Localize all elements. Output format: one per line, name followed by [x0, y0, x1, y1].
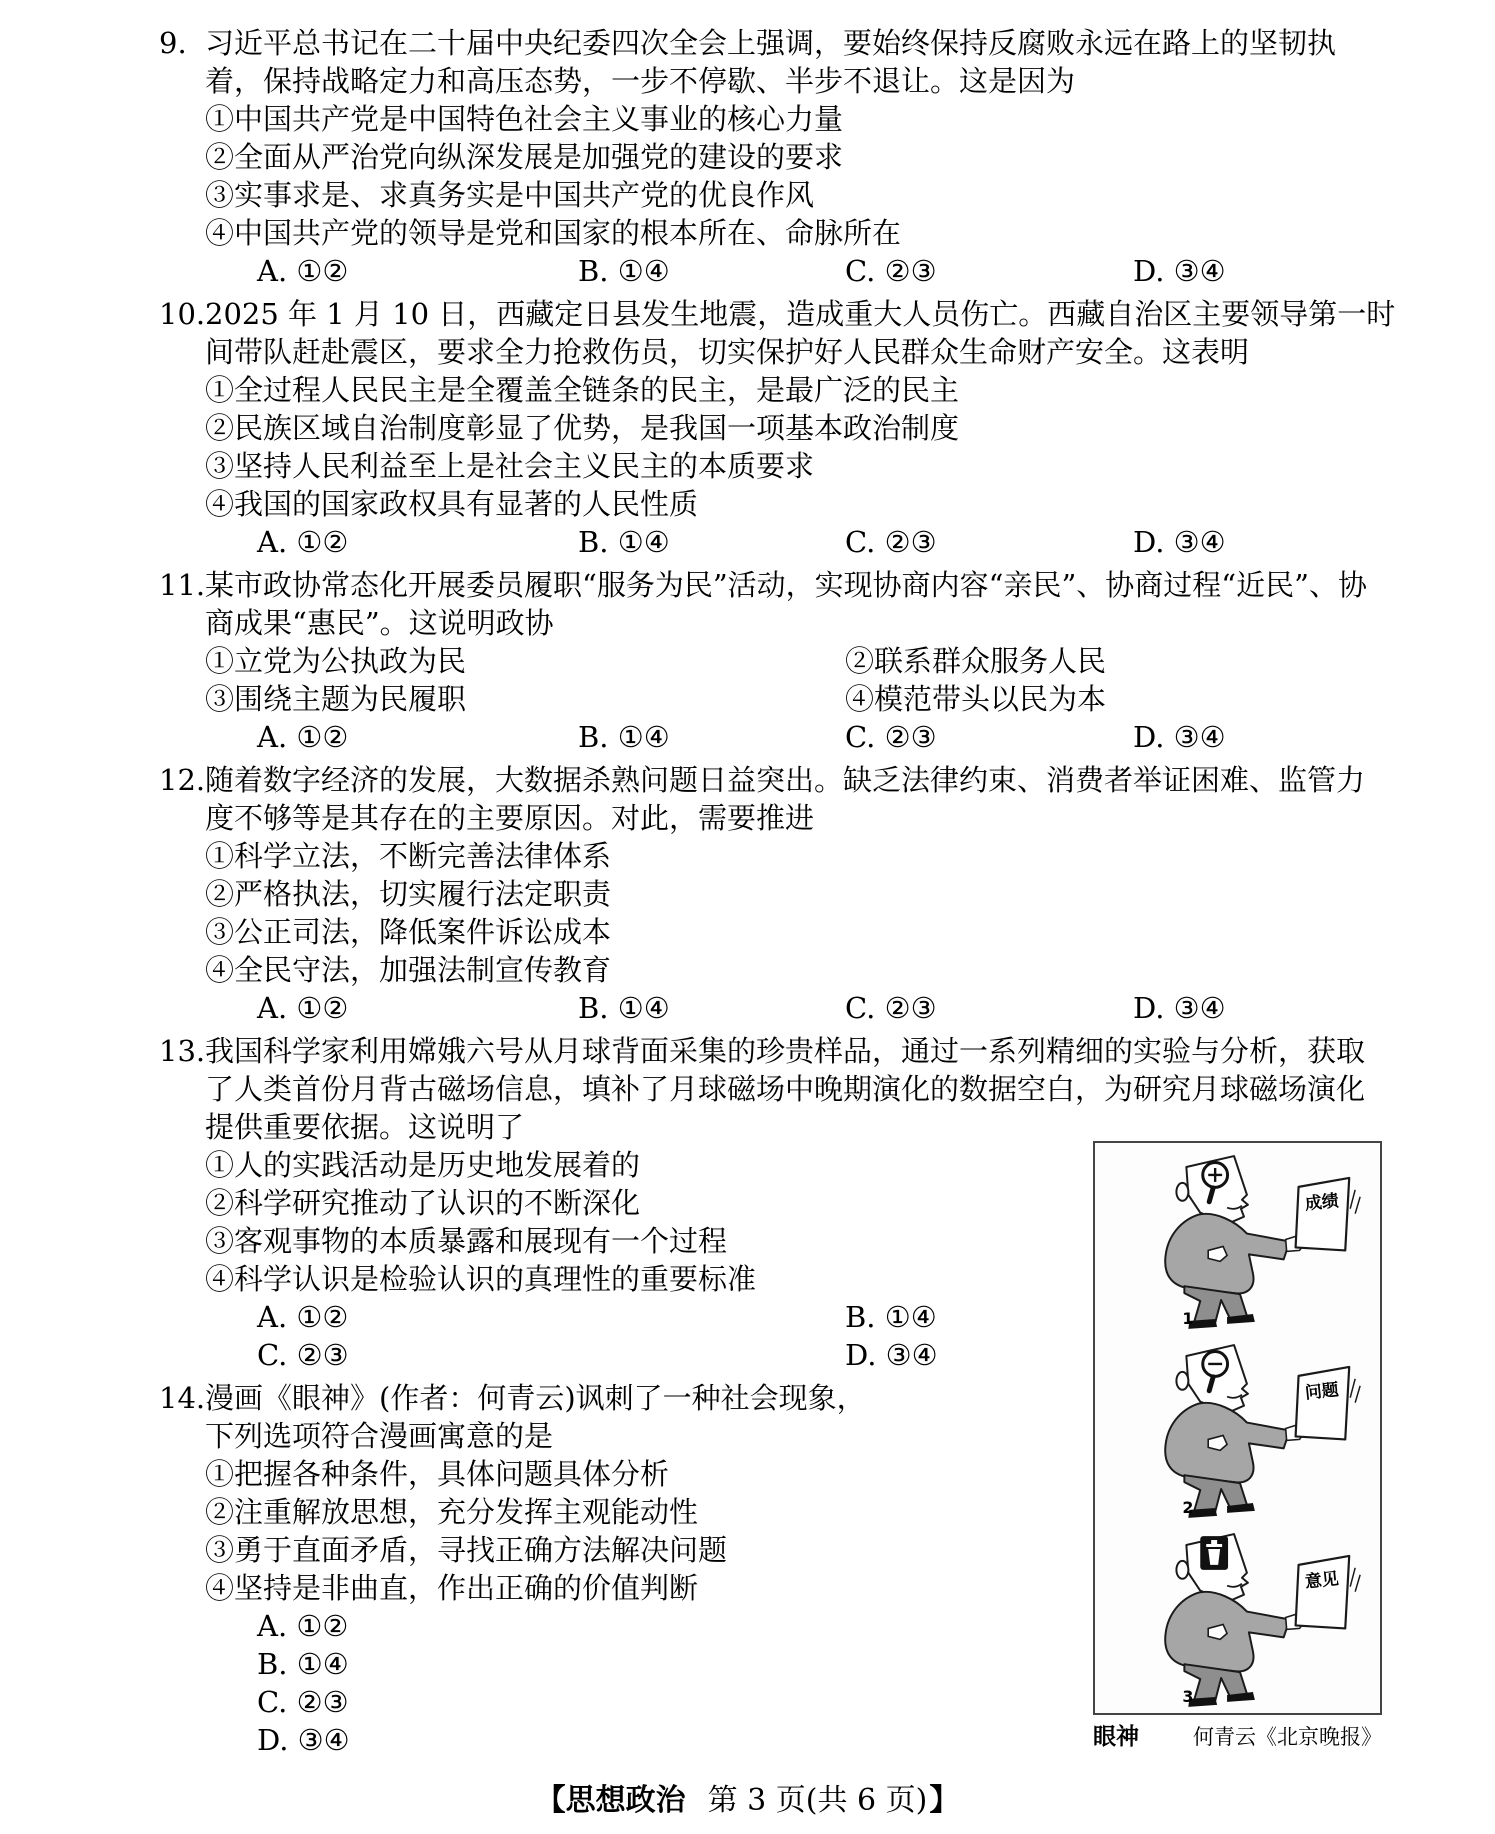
stem-line: 着，保持战略定力和高压态势，一步不停歇、半步不退让。这是因为	[205, 64, 1076, 98]
option-c: C. ②③	[845, 991, 937, 1025]
item-line: ③实事求是、求真务实是中国共产党的优良作风	[205, 178, 815, 212]
option-b: B. ①④	[845, 1300, 937, 1334]
item-line: ④全民守法，加强法制宣传教育	[205, 953, 612, 987]
option-c: C. ②③	[257, 1685, 349, 1719]
item-line: ①全过程人民民主是全覆盖全链条的民主，是最广泛的民主	[205, 373, 960, 407]
option-d: D. ③④	[1133, 991, 1226, 1025]
question-number: 12.	[159, 763, 206, 797]
item-line: ①科学立法，不断完善法律体系	[205, 839, 612, 873]
footer-page-number: 第 3 页(共 6 页)	[707, 1783, 928, 1818]
stem-line	[159, 24, 1395, 62]
option-row	[205, 252, 1395, 290]
item-line: ④科学认识是检验认识的真理性的重要标准	[205, 1262, 757, 1296]
option-c: C. ②③	[257, 1338, 349, 1372]
option-c: C. ②③	[845, 720, 937, 754]
question-number: 11.	[159, 568, 206, 602]
option-d: D. ③④	[257, 1723, 350, 1757]
panel-number: 1	[1182, 1308, 1194, 1328]
stem-text: 习近平总书记在二十届中央纪委四次全会上强调，要始终保持反腐败永远在路上的坚韧执	[205, 26, 1337, 60]
stem-line: 商成果“惠民”。这说明政协	[205, 606, 554, 640]
option-d: D. ③④	[1133, 254, 1226, 288]
option-c: C. ②③	[845, 254, 937, 288]
question-12	[159, 761, 1395, 1027]
option-b: B. ①④	[578, 720, 670, 754]
option-b: B. ①④	[578, 525, 670, 559]
item-line: ③围绕主题为民履职	[205, 682, 467, 716]
option-row	[205, 989, 1395, 1027]
option-d: D. ③④	[1133, 525, 1226, 559]
item-line: ①中国共产党是中国特色社会主义事业的核心力量	[205, 102, 844, 136]
cartoon-panel-1	[1095, 1145, 1380, 1334]
question-number: 10.	[159, 297, 206, 331]
item-line: ②严格执法，切实履行法定职责	[205, 877, 612, 911]
page-footer	[0, 1782, 1495, 1820]
option-a: A. ①②	[257, 991, 349, 1025]
question-11	[159, 566, 1395, 756]
paper-label: 成绩	[1303, 1190, 1340, 1214]
trash-bin-icon	[1200, 1536, 1228, 1570]
footer-closing-bracket: 】	[929, 1783, 960, 1818]
stem-text: 我国科学家利用嫦娥六号从月球背面采集的珍贵样品，通过一系列精细的实验与分析，获取	[205, 1034, 1366, 1068]
item-row	[205, 642, 1395, 680]
option-a: A. ①②	[257, 254, 349, 288]
cartoon-figure	[1093, 1141, 1382, 1715]
stem-line	[159, 566, 1395, 604]
option-a: A. ①②	[257, 1300, 349, 1334]
option-b: B. ①④	[257, 1647, 349, 1681]
panel-number: 3	[1182, 1686, 1194, 1706]
item-line: ①人的实践活动是历史地发展着的	[205, 1148, 641, 1182]
item-row	[205, 680, 1395, 718]
stem-line: 度不够等是其存在的主要原因。对此，需要推进	[205, 801, 815, 835]
stem-line: 间带队赶赴震区，要求全力抢救伤员，切实保护好人民群众生命财产安全。这表明	[205, 335, 1250, 369]
cartoon-panel-2	[1095, 1334, 1380, 1523]
paper-label: 意见	[1303, 1568, 1340, 1592]
option-b: B. ①④	[578, 254, 670, 288]
option-c: C. ②③	[845, 525, 937, 559]
question-number: 14.	[159, 1381, 206, 1415]
panel-number: 2	[1182, 1497, 1194, 1517]
item-line: ③公正司法，降低案件诉讼成本	[205, 915, 612, 949]
stem-text: 2025 年 1 月 10 日，西藏定日县发生地震，造成重大人员伤亡。西藏自治区主要领导第一时	[205, 297, 1396, 331]
question-number: 13.	[159, 1034, 206, 1068]
question-9	[159, 24, 1395, 290]
option-b: B. ①④	[578, 991, 670, 1025]
item-line: ②联系群众服务人民	[845, 644, 1107, 678]
item-line: ②注重解放思想，充分发挥主观能动性	[205, 1495, 699, 1529]
cartoon-caption	[1093, 1723, 1382, 1751]
item-line: ③勇于直面矛盾，寻找正确方法解决问题	[205, 1533, 728, 1567]
item-line: ④坚持是非曲直，作出正确的价值判断	[205, 1571, 699, 1605]
cartoon-title: 眼神	[1093, 1724, 1139, 1750]
stem-text: 随着数字经济的发展，大数据杀熟问题日益突出。缺乏法律约束、消费者举证困难、监管力	[205, 763, 1366, 797]
option-row	[205, 718, 1395, 756]
stem-line: 提供重要依据。这说明了	[205, 1110, 525, 1144]
option-d: D. ③④	[1133, 720, 1226, 754]
option-d: D. ③④	[845, 1338, 938, 1372]
item-line: ④模范带头以民为本	[845, 682, 1107, 716]
question-number: 9.	[159, 26, 187, 60]
question-10	[159, 295, 1396, 561]
item-line: ①立党为公执政为民	[205, 644, 467, 678]
stem-line	[159, 1032, 1395, 1070]
footer-subject: 【思想政治	[535, 1783, 686, 1818]
item-line: ②科学研究推动了认识的不断深化	[205, 1186, 641, 1220]
item-line: ④我国的国家政权具有显著的人民性质	[205, 487, 699, 521]
item-line: ①把握各种条件，具体问题具体分析	[205, 1457, 670, 1491]
stem-line	[159, 295, 1396, 333]
stem-text: 漫画《眼神》(作者：何青云)讽刺了一种社会现象，	[205, 1381, 866, 1415]
cartoon-credit: 何青云《北京晚报》	[1193, 1725, 1382, 1749]
item-line: ④中国共产党的领导是党和国家的根本所在、命脉所在	[205, 216, 902, 250]
paper-label: 问题	[1303, 1379, 1340, 1403]
stem-line	[159, 761, 1395, 799]
stem-text: 某市政协常态化开展委员履职“服务为民”活动，实现协商内容“亲民”、协商过程“近民”、协	[205, 568, 1367, 602]
option-row	[205, 523, 1395, 561]
item-line: ②民族区域自治制度彰显了优势，是我国一项基本政治制度	[205, 411, 960, 445]
item-line: ③坚持人民利益至上是社会主义民主的本质要求	[205, 449, 815, 483]
item-line: ②全面从严治党向纵深发展是加强党的建设的要求	[205, 140, 844, 174]
option-a: A. ①②	[257, 1609, 349, 1643]
stem-line: 下列选项符合漫画寓意的是	[205, 1419, 554, 1453]
stem-line: 了人类首份月背古磁场信息，填补了月球磁场中晚期演化的数据空白，为研究月球磁场演化	[205, 1072, 1366, 1106]
cartoon-panel-3	[1095, 1523, 1380, 1712]
option-a: A. ①②	[257, 720, 349, 754]
option-a: A. ①②	[257, 525, 349, 559]
item-line: ③客观事物的本质暴露和展现有一个过程	[205, 1224, 728, 1258]
